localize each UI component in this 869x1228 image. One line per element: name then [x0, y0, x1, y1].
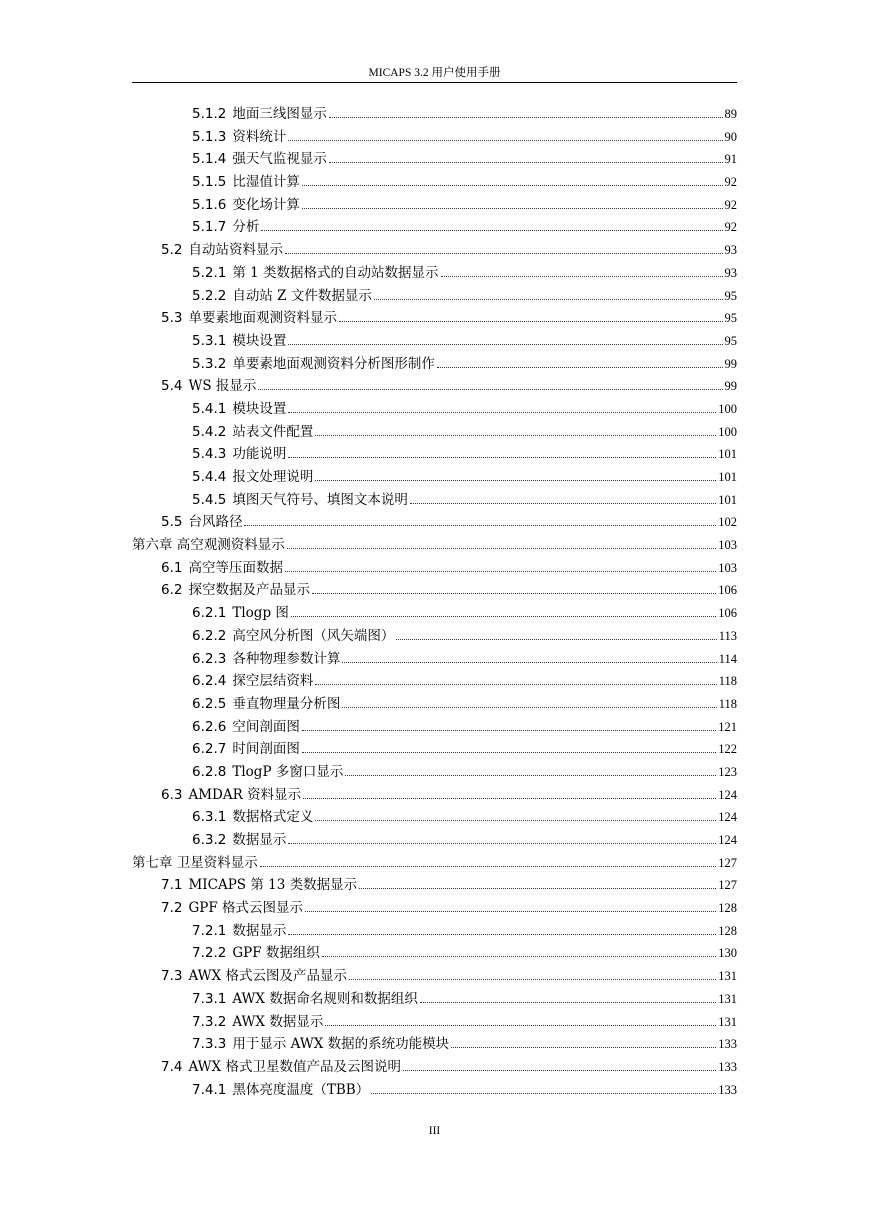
- toc-entry-title: TlogP 多窗口显示: [232, 763, 344, 780]
- toc-entry-number: 5.1.3: [192, 128, 227, 145]
- toc-entry[interactable]: [132, 965, 737, 988]
- toc-entry-page: 100: [718, 424, 737, 439]
- dot-leader: [291, 616, 716, 617]
- toc-entry-page: 106: [718, 583, 737, 598]
- toc-entry-title: 用于显示 AWX 数据的系统功能模块: [232, 1036, 450, 1053]
- toc-entry[interactable]: [132, 103, 737, 126]
- toc-entry-number: 6.3.1: [192, 809, 227, 826]
- toc-entry-page: 93: [724, 265, 737, 280]
- toc-entry-number: 7.4.1: [192, 1081, 227, 1098]
- toc-entry-title: 各种物理参数计算: [232, 650, 341, 667]
- toc-entry-page: 128: [718, 923, 737, 938]
- toc-entry-title: 功能说明: [232, 446, 287, 463]
- toc-entry-number: 6.2.8: [192, 763, 227, 780]
- dot-leader: [410, 503, 716, 504]
- toc-entry[interactable]: [132, 353, 737, 376]
- toc-entry-title: AWX 格式卫星数值产品及云图说明: [188, 1058, 401, 1075]
- toc-entry-page: 99: [724, 379, 737, 394]
- dot-leader: [288, 843, 716, 844]
- toc-entry-number: 5.4.5: [192, 491, 227, 508]
- toc-entry[interactable]: [132, 897, 737, 920]
- toc-entry[interactable]: [132, 285, 737, 308]
- toc-entry-page: 130: [718, 946, 737, 961]
- dot-leader: [451, 1047, 716, 1048]
- toc-entry-title: GPF 数据组织: [232, 945, 320, 962]
- toc-entry-page: 99: [724, 356, 737, 371]
- dot-leader: [315, 435, 716, 436]
- toc-entry-page: 100: [718, 401, 737, 416]
- dot-leader: [315, 820, 716, 821]
- toc-entry-number: 5.4: [161, 378, 183, 395]
- dot-leader: [441, 276, 723, 277]
- dot-leader: [359, 888, 716, 889]
- toc-entry-number: 7.4: [161, 1058, 183, 1075]
- toc-entry-page: 131: [718, 991, 737, 1006]
- toc-entry[interactable]: [132, 784, 737, 807]
- toc-entry[interactable]: [132, 466, 737, 489]
- toc-entry[interactable]: [132, 239, 737, 262]
- toc-entry-page: 131: [718, 969, 737, 984]
- toc-entry-number: 7.3.2: [192, 1013, 227, 1030]
- dot-leader: [302, 208, 723, 209]
- toc-entry-number: 6.3: [161, 786, 183, 803]
- dot-leader: [437, 367, 723, 368]
- toc-entry-number: 5.3.1: [192, 332, 227, 349]
- table-of-contents: [132, 103, 737, 1101]
- toc-entry[interactable]: [132, 874, 737, 897]
- toc-entry-title: 探空数据及产品显示: [188, 582, 310, 599]
- toc-entry[interactable]: [132, 1079, 737, 1102]
- dot-leader: [322, 956, 716, 957]
- toc-entry-number: 7.1: [161, 877, 183, 894]
- toc-entry-number: 5.4.3: [192, 446, 227, 463]
- dot-leader: [303, 798, 716, 799]
- toc-entry[interactable]: [132, 534, 737, 557]
- toc-entry-title: 数据显示: [232, 922, 287, 939]
- toc-entry[interactable]: [132, 307, 737, 330]
- toc-entry-title: AWX 数据显示: [232, 1013, 324, 1030]
- dot-leader: [305, 911, 716, 912]
- toc-entry[interactable]: [132, 942, 737, 965]
- dot-leader: [288, 412, 716, 413]
- dot-leader: [288, 344, 722, 345]
- toc-entry-number: 7.2.2: [192, 945, 227, 962]
- toc-entry-number: 6.2: [161, 582, 183, 599]
- toc-entry-page: 127: [718, 878, 737, 893]
- toc-entry-page: 92: [724, 197, 737, 212]
- toc-entry[interactable]: [132, 988, 737, 1011]
- dot-leader: [287, 548, 716, 549]
- toc-entry-page: 122: [718, 742, 737, 757]
- toc-entry-title: 第六章 高空观测资料显示: [132, 537, 285, 554]
- toc-entry-number: 5.3.2: [192, 355, 227, 372]
- page-number: III: [428, 1125, 441, 1137]
- toc-entry-number: 6.2.4: [192, 673, 227, 690]
- toc-entry-title: 高空风分析图（风矢端图）: [232, 627, 395, 644]
- toc-entry[interactable]: [132, 670, 737, 693]
- toc-entry-page: 89: [724, 107, 737, 121]
- toc-entry-number: 5.5: [161, 514, 183, 531]
- toc-entry-number: 6.2.6: [192, 718, 227, 735]
- toc-entry-title: 高空等压面数据: [188, 559, 283, 576]
- dot-leader: [374, 299, 723, 300]
- dot-leader: [342, 707, 716, 708]
- toc-entry-number: 7.2: [161, 900, 183, 917]
- toc-entry[interactable]: [132, 648, 737, 671]
- toc-entry[interactable]: [132, 216, 737, 239]
- header-rule: [132, 82, 737, 83]
- toc-entry-number: 5.1.7: [192, 219, 227, 236]
- toc-entry-page: 118: [718, 674, 737, 689]
- toc-entry-page: 101: [718, 470, 737, 484]
- dot-leader: [339, 321, 723, 322]
- toc-entry-page: 92: [724, 175, 737, 190]
- toc-entry-page: 102: [718, 515, 737, 530]
- toc-entry-page: 124: [718, 787, 737, 802]
- toc-entry[interactable]: [132, 1056, 737, 1079]
- toc-entry-number: 6.2.5: [192, 695, 227, 712]
- toc-entry-number: 6.2.7: [192, 741, 227, 758]
- toc-entry-number: 6.3.2: [192, 832, 227, 848]
- toc-entry-title: 填图天气符号、填图文本说明: [232, 491, 408, 508]
- toc-entry-title: 站表文件配置: [232, 423, 314, 440]
- dot-leader: [312, 593, 716, 594]
- toc-entry-title: 单要素地面观测资料显示: [188, 310, 337, 327]
- toc-entry-page: 106: [718, 606, 737, 621]
- toc-entry-title: GPF 格式云图显示: [188, 900, 304, 917]
- toc-entry-page: 95: [724, 288, 737, 303]
- dot-leader: [325, 1025, 716, 1026]
- toc-entry-page: 124: [718, 833, 737, 847]
- toc-entry-title: 空间剖面图: [232, 718, 300, 735]
- toc-entry[interactable]: [132, 148, 737, 171]
- toc-entry[interactable]: [132, 602, 737, 625]
- dot-leader: [345, 775, 716, 776]
- toc-entry-page: 90: [724, 129, 737, 144]
- toc-entry-number: 5.2.1: [192, 264, 227, 281]
- toc-entry-page: 128: [718, 901, 737, 916]
- toc-entry-page: 127: [718, 855, 737, 870]
- toc-entry-title: 数据格式定义: [232, 809, 314, 826]
- toc-entry-title: 分析: [232, 219, 260, 236]
- dot-leader: [329, 117, 723, 118]
- toc-entry-title: 第七章 卫星资料显示: [132, 854, 258, 871]
- dot-leader: [261, 230, 722, 231]
- toc-entry-number: 6.2.1: [192, 605, 227, 622]
- toc-entry[interactable]: [132, 171, 737, 194]
- toc-entry[interactable]: [132, 920, 737, 943]
- dot-leader: [329, 162, 723, 163]
- toc-entry-number: 5.1.6: [192, 196, 227, 213]
- toc-entry[interactable]: [132, 829, 737, 852]
- toc-entry-title: 模块设置: [232, 332, 287, 349]
- toc-entry[interactable]: [132, 194, 737, 217]
- toc-entry-number: 7.3.1: [192, 990, 227, 1007]
- toc-entry-title: AMDAR 资料显示: [188, 786, 302, 803]
- toc-entry-title: WS 报显示: [188, 378, 257, 395]
- toc-entry-title: 比湿值计算: [232, 174, 300, 191]
- toc-entry-title: 台风路径: [188, 514, 243, 531]
- toc-entry-page: 133: [718, 1059, 737, 1074]
- toc-entry-number: 7.3.3: [192, 1036, 227, 1053]
- toc-entry-title: 垂直物理量分析图: [232, 695, 341, 712]
- toc-entry-page: 103: [718, 560, 737, 575]
- dot-leader: [302, 185, 723, 186]
- toc-entry-page: 93: [724, 243, 737, 258]
- toc-entry-title: 数据显示: [232, 832, 287, 848]
- toc-entry-number: 6.2.3: [192, 650, 227, 667]
- toc-entry[interactable]: [132, 421, 737, 444]
- toc-entry-page: 124: [718, 810, 737, 825]
- dot-leader: [258, 389, 722, 390]
- dot-leader: [244, 525, 716, 526]
- toc-entry-page: 101: [718, 447, 737, 462]
- toc-entry-title: 单要素地面观测资料分析图形制作: [232, 355, 435, 372]
- dot-leader: [288, 457, 716, 458]
- toc-entry-number: 7.2.1: [192, 922, 227, 939]
- toc-entry[interactable]: [132, 716, 737, 739]
- toc-entry-page: 91: [724, 152, 737, 167]
- toc-entry-page: 103: [718, 538, 737, 553]
- dot-leader: [315, 684, 716, 685]
- toc-entry-title: Tlogp 图: [232, 605, 289, 622]
- toc-entry-title: 自动站 Z 文件数据显示: [232, 287, 372, 304]
- toc-entry-title: 模块设置: [232, 400, 287, 417]
- toc-entry[interactable]: [132, 557, 737, 580]
- toc-entry-number: 6.1: [161, 559, 183, 576]
- toc-entry-page: 133: [718, 1037, 737, 1052]
- toc-entry-page: 101: [718, 492, 737, 507]
- dot-leader: [288, 934, 716, 935]
- toc-entry-page: 113: [718, 628, 737, 643]
- toc-entry-page: 114: [718, 651, 737, 666]
- dot-leader: [420, 1002, 716, 1003]
- dot-leader: [285, 253, 723, 254]
- toc-entry-page: 121: [718, 719, 737, 734]
- toc-entry-number: 5.4.2: [192, 423, 227, 440]
- toc-entry-title: 强天气监视显示: [232, 151, 327, 168]
- toc-entry-number: 5.2.2: [192, 287, 227, 304]
- toc-entry[interactable]: [132, 761, 737, 784]
- dot-leader: [315, 480, 716, 481]
- dot-leader: [260, 866, 716, 867]
- toc-entry[interactable]: [132, 330, 737, 353]
- toc-entry-number: 7.3: [161, 968, 183, 985]
- toc-entry-number: 5.3: [161, 310, 183, 327]
- dot-leader: [302, 752, 716, 753]
- toc-entry[interactable]: [132, 398, 737, 421]
- dot-leader: [403, 1070, 716, 1071]
- toc-entry[interactable]: [132, 852, 737, 875]
- toc-entry-title: 资料统计: [232, 128, 287, 145]
- toc-entry[interactable]: [132, 625, 737, 648]
- toc-entry-title: 自动站资料显示: [188, 242, 283, 259]
- dot-leader: [349, 979, 716, 980]
- toc-entry[interactable]: [132, 443, 737, 466]
- toc-entry-title: 黑体亮度温度（TBB）: [232, 1081, 370, 1098]
- toc-entry-page: 133: [718, 1082, 737, 1097]
- toc-entry[interactable]: [132, 579, 737, 602]
- page-header: MICAPS 3.2 用户使用手册: [368, 67, 501, 79]
- toc-entry-page: 123: [718, 764, 737, 779]
- toc-entry-title: AWX 格式云图及产品显示: [188, 968, 347, 985]
- toc-entry[interactable]: [132, 738, 737, 761]
- toc-entry-page: 95: [724, 311, 737, 326]
- dot-leader: [288, 140, 722, 141]
- toc-entry[interactable]: [132, 1033, 737, 1056]
- toc-entry-title: 第 1 类数据格式的自动站数据显示: [232, 264, 439, 281]
- dot-leader: [371, 1093, 716, 1094]
- toc-entry-title: 报文处理说明: [232, 469, 314, 485]
- toc-entry-title: AWX 数据命名规则和数据组织: [232, 990, 418, 1007]
- toc-entry-title: MICAPS 第 13 类数据显示: [188, 877, 358, 894]
- toc-entry-number: 5.1.2: [192, 106, 227, 122]
- toc-entry-title: 探空层结资料: [232, 673, 314, 690]
- toc-entry[interactable]: [132, 375, 737, 398]
- dot-leader: [302, 730, 716, 731]
- toc-entry-page: 131: [718, 1014, 737, 1029]
- toc-entry-title: 变化场计算: [232, 196, 300, 213]
- toc-entry[interactable]: [132, 262, 737, 285]
- toc-entry-number: 6.2.2: [192, 627, 227, 644]
- toc-entry[interactable]: [132, 806, 737, 829]
- toc-entry-title: 时间剖面图: [232, 741, 300, 758]
- toc-entry[interactable]: [132, 489, 737, 512]
- dot-leader: [285, 571, 716, 572]
- toc-entry[interactable]: [132, 693, 737, 716]
- dot-leader: [396, 639, 716, 640]
- toc-entry-title: 地面三线图显示: [232, 106, 327, 122]
- toc-entry[interactable]: [132, 126, 737, 149]
- toc-entry-page: 118: [718, 696, 737, 711]
- toc-entry-number: 5.1.5: [192, 174, 227, 191]
- toc-entry-number: 5.1.4: [192, 151, 227, 168]
- dot-leader: [342, 662, 716, 663]
- toc-entry-page: 92: [724, 220, 737, 235]
- toc-entry-number: 5.4.1: [192, 400, 227, 417]
- toc-entry-page: 95: [724, 333, 737, 348]
- toc-entry-number: 5.4.4: [192, 469, 227, 485]
- toc-entry[interactable]: [132, 1011, 737, 1034]
- toc-entry[interactable]: [132, 511, 737, 534]
- toc-entry-number: 5.2: [161, 242, 183, 259]
